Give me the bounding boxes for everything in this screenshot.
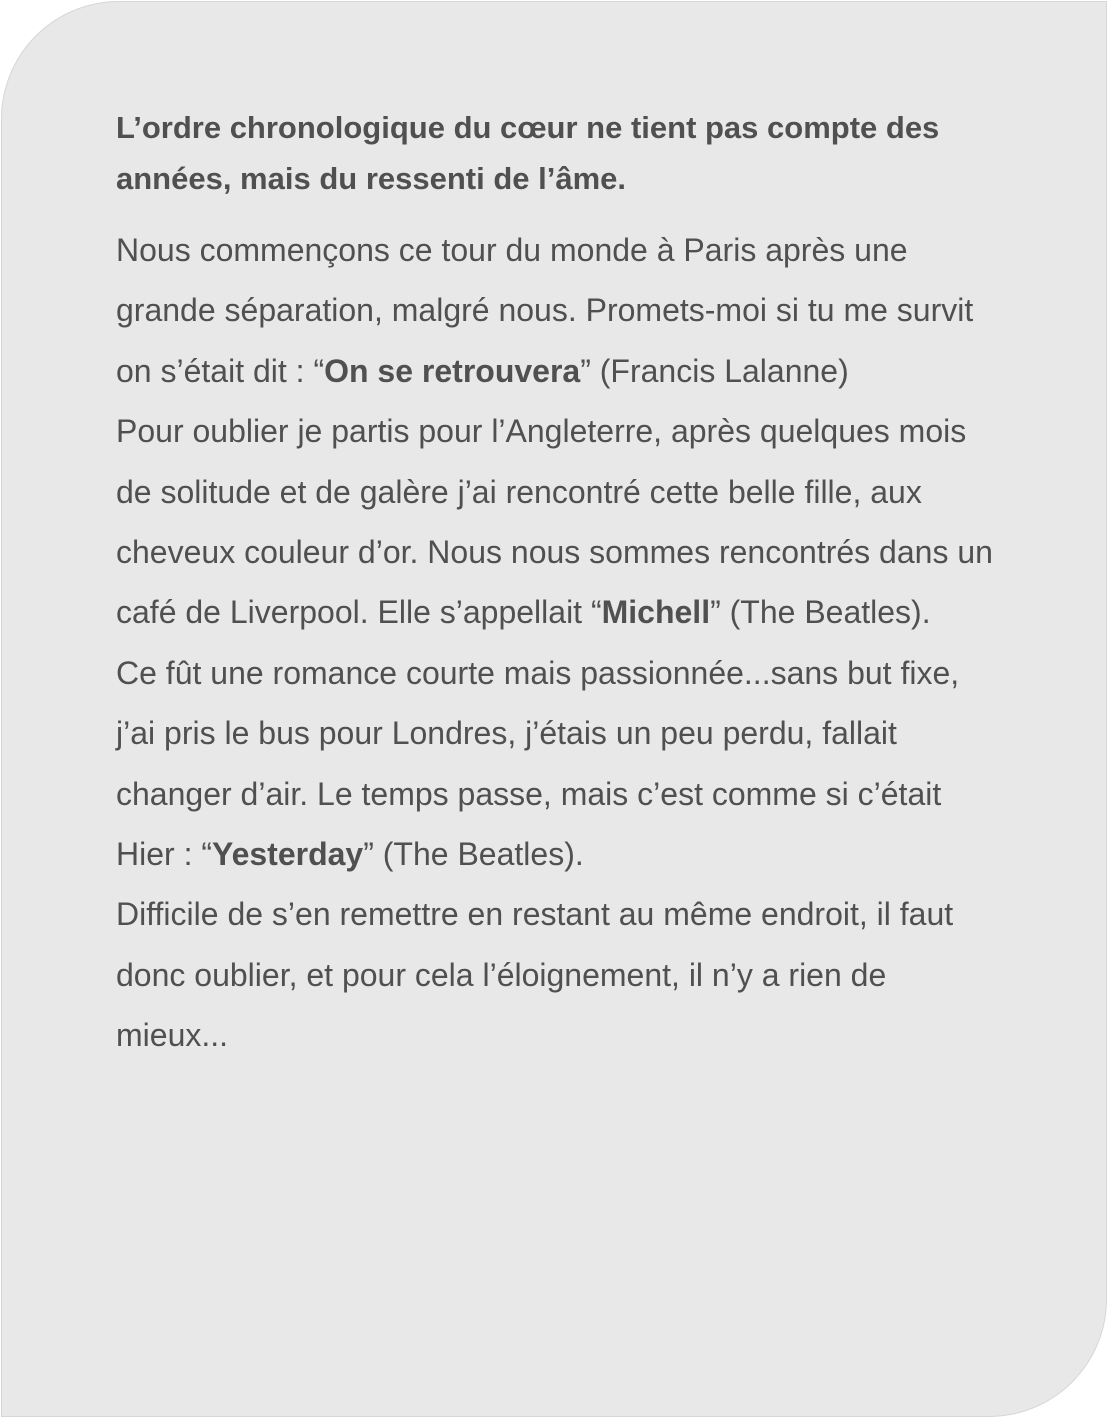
paragraph-liverpool (116, 401, 1006, 643)
paragraph-eloignement: Difficile de s’en remettre en restant au même endroit, il faut donc oublier, et pour cela l’éloignement, il n’y a rien de mieux... (116, 896, 954, 1054)
song-title-yesterday: Yesterday (212, 836, 364, 873)
paragraph-text: Pour oublier je partis pour l’Angleterre, après quelques mois de solitude et de galère j’ai rencontré cette belle fille, aux cheveux couleur d’or. Nous nous sommes rencontrés dans un café de Liverpool. Elle s’appellait “ (116, 413, 993, 631)
paragraph-londres (116, 643, 1006, 885)
text-card (1, 1, 1107, 1417)
paragraph-text: ” (The Beatles). (363, 836, 584, 873)
paragraph-text: Nous commençons ce tour du monde à Paris après une grande séparation, malgré nous. Promets-moi si tu me survit on s’était dit : “ (116, 232, 974, 389)
paragraph-text: ” (Francis Lalanne) (580, 352, 849, 389)
card-content (116, 102, 1006, 1066)
heading: L’ordre chronologique du cœur ne tient pas compte des années, mais du ressenti de l’âme. (116, 110, 940, 196)
paragraph-text: Ce fût une romance courte mais passionnée...sans but fixe, j’ai pris le bus pour Londres, j’étais un peu perdu, fallait changer d’air. Le temps passe, mais c’est comme si c’était Hier : “ (116, 654, 960, 873)
song-title-michell: Michell (601, 594, 711, 631)
body-text (116, 220, 1006, 1066)
paragraph-text: ” (The Beatles). (710, 594, 931, 631)
song-title-on-se-retrouvera: On se retrouvera (324, 352, 581, 389)
paragraph-paris (116, 220, 1006, 401)
